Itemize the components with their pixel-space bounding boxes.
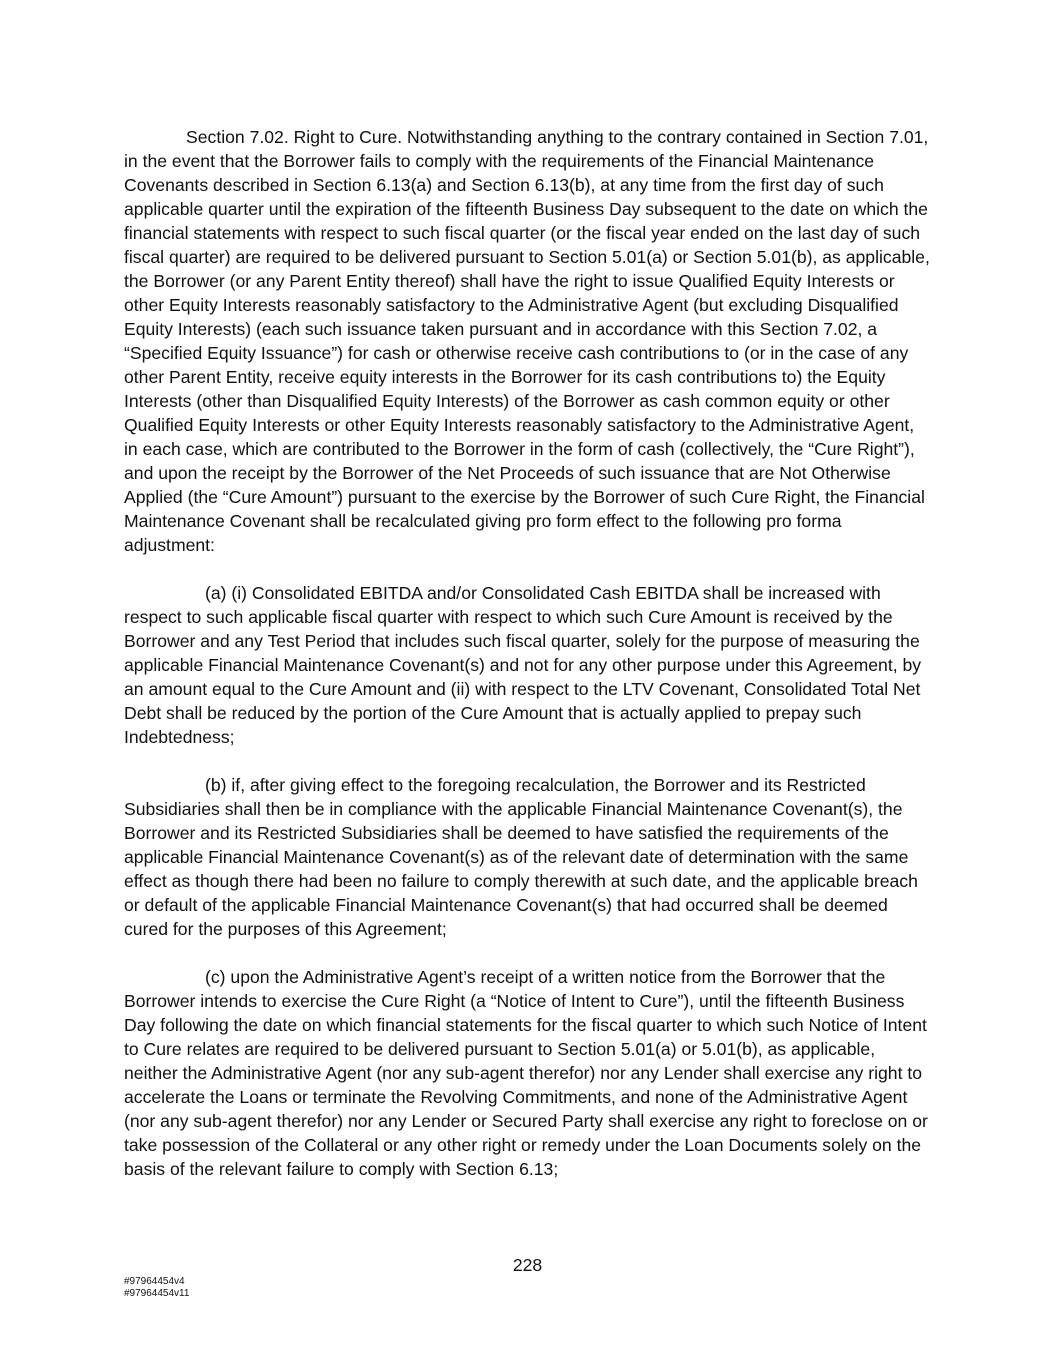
document-ids bbox=[124, 1276, 189, 1300]
document-id-1: #97964454v4 bbox=[124, 1276, 185, 1287]
section-7-02-paragraph: Section 7.02. Right to Cure. Notwithstanding anything to the contrary contained in Section 7.01, in the event that the Borrower fails to comply with the requirements of the Financial Maintenance Covenants described in Section 6.13(a) and Section 6.13(b), at any time from the first day of such applicable quarter until the expiration of the fifteenth Business Day subsequent to the date on which the financial statements with respect to such fiscal quarter (or the fiscal year ended on the last day of such fiscal quarter) are required to be delivered pursuant to Section 5.01(a) or Section 5.01(b), as applicable, the Borrower (or any Parent Entity thereof) shall have the right to issue Qualified Equity Interests or other Equity Interests reasonably satisfactory to the Administrative Agent (but excluding Disqualified Equity Interests) (each such issuance taken pursuant and in accordance with this Section 7.02, a “Specified Equity Issuance”) for cash or otherwise receive cash contributions to (or in the case of any other Parent Entity, receive equity interests in the Borrower for its cash contributions to) the Equity Interests (other than Disqualified Equity Interests) of the Borrower as cash common equity or other Qualified Equity Interests or other Equity Interests reasonably satisfactory to the Administrative Agent, in each case, which are contributed to the Borrower in the form of cash (collectively, the “Cure Right”), and upon the receipt by the Borrower of the Net Proceeds of such issuance that are Not Otherwise Applied (the “Cure Amount”) pursuant to the exercise by the Borrower of such Cure Right, the Financial Maintenance Covenant shall be recalculated giving pro form effect to the following pro forma adjustment: bbox=[124, 127, 930, 555]
document-id-2: #97964454v11 bbox=[124, 1288, 190, 1299]
document-body bbox=[124, 125, 930, 1205]
clause-a-paragraph: (a) (i) Consolidated EBITDA and/or Consolidated Cash EBITDA shall be increased with respect to such applicable fiscal quarter with respect to which such Cure Amount is received by the Borrower and any Test Period that includes such fiscal quarter, solely for the purpose of measuring the applicable Financial Maintenance Covenant(s) and not for any other purpose under this Agreement, by an amount equal to the Cure Amount and (ii) with respect to the LTV Covenant, Consolidated Total Net Debt shall be reduced by the portion of the Cure Amount that is actually applied to prepay such Indebtedness; bbox=[124, 583, 922, 747]
page-number: 228 bbox=[512, 1255, 543, 1275]
clause-b-paragraph: (b) if, after giving effect to the foregoing recalculation, the Borrower and its Restricted Subsidiaries shall then be in compliance with the applicable Financial Maintenance Covenant(s), the Borrower and its Restricted Subsidiaries shall be deemed to have satisfied the requirements of the applicable Financial Maintenance Covenant(s) as of the relevant date of determination with the same effect as though there had been no failure to comply therewith at such date, and the applicable breach or default of the applicable Financial Maintenance Covenant(s) that had occurred shall be deemed cured for the purposes of this Agreement; bbox=[124, 775, 918, 939]
clause-c-paragraph: (c) upon the Administrative Agent’s receipt of a written notice from the Borrower that the Borrower intends to exercise the Cure Right (a “Notice of Intent to Cure”), until the fifteenth Business Day following the date on which financial statements for the fiscal quarter to which such Notice of Intent to Cure relates are required to be delivered pursuant to Section 5.01(a) or 5.01(b), as applicable, neither the Administrative Agent (nor any sub-agent therefor) nor any Lender shall exercise any right to accelerate the Loans or terminate the Revolving Commitments, and none of the Administrative Agent (nor any sub-agent therefor) nor any Lender or Secured Party shall exercise any right to foreclose on or take possession of the Collateral or any other right or remedy under the Loan Documents solely on the basis of the relevant failure to comply with Section 6.13; bbox=[124, 967, 928, 1179]
